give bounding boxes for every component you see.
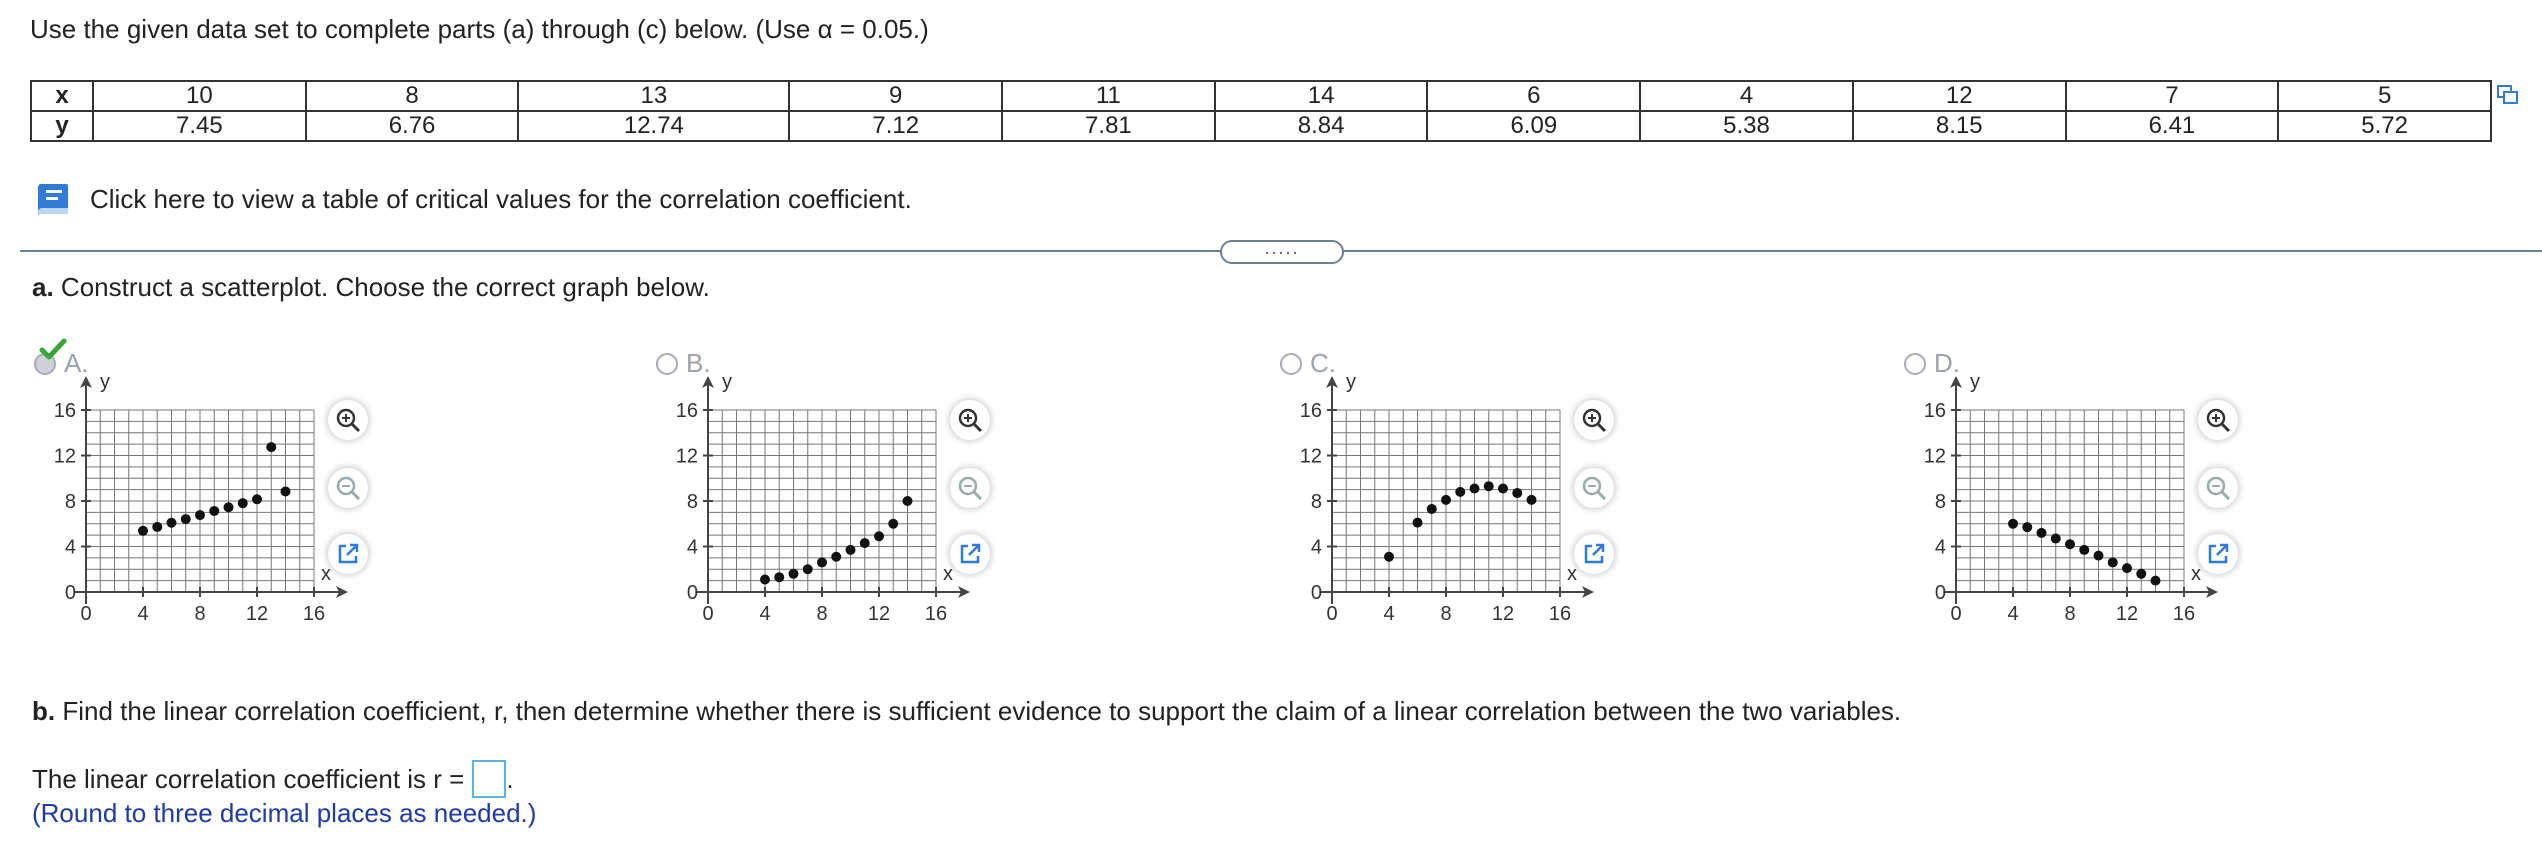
y-tick-label: 0 xyxy=(64,582,76,604)
critical-values-link-text: Click here to view a table of critical values for the correlation coefficient. xyxy=(90,183,912,214)
y-cell: 7.45 xyxy=(93,111,306,141)
y-tick-label: 12 xyxy=(675,445,698,468)
y-tick-label: 12 xyxy=(1299,445,1322,468)
x-tick-label: 8 xyxy=(194,603,206,625)
zoom-out-button[interactable] xyxy=(1574,468,1614,508)
y-tick-label: 8 xyxy=(64,491,76,513)
y-tick-label: 4 xyxy=(1310,536,1322,559)
x-tick-label: 4 xyxy=(1383,603,1395,625)
y-cell: 6.76 xyxy=(306,111,519,141)
data-point xyxy=(774,572,784,582)
y-tick-label: 12 xyxy=(1923,445,1946,468)
x-tick-label: 12 xyxy=(867,603,891,625)
popout-icon xyxy=(2206,542,2230,566)
data-point xyxy=(846,545,856,555)
data-point xyxy=(1498,483,1508,493)
x-tick-label: 4 xyxy=(137,603,149,625)
option-label: D. xyxy=(1934,348,1960,378)
x-axis-label: x xyxy=(2191,563,2201,585)
zoom-out-icon xyxy=(957,475,983,501)
x-cell: 7 xyxy=(2066,81,2279,111)
x-tick-label: 8 xyxy=(816,603,828,625)
data-point xyxy=(2051,534,2061,544)
y-row-header: y xyxy=(31,111,93,141)
part-b-text: Find the linear correlation coefficient, r, then determine whether there is sufficient evidence to support the claim of a linear correlation between the two variables. xyxy=(55,696,1902,726)
x-cell: 5 xyxy=(2278,81,2491,111)
option-label: C. xyxy=(1310,348,1336,378)
data-point xyxy=(1441,495,1451,505)
data-point xyxy=(209,506,219,516)
critical-values-link[interactable] xyxy=(32,180,912,218)
book-icon xyxy=(32,180,72,218)
zoom-out-icon xyxy=(335,475,361,501)
popout-icon xyxy=(958,542,982,566)
zoom-in-icon xyxy=(2205,407,2231,433)
option-label-row[interactable] xyxy=(1280,348,1336,379)
y-tick-label: 16 xyxy=(53,400,76,422)
data-point xyxy=(224,502,234,512)
x-cell: 9 xyxy=(789,81,1002,111)
x-cell: 8 xyxy=(306,81,519,111)
instructions: Use the given data set to complete parts (a) through (c) below. (Use α = 0.05.) xyxy=(30,14,929,44)
x-tick-label: 4 xyxy=(759,603,771,625)
r-answer-input[interactable] xyxy=(472,760,506,798)
y-tick-label: 0 xyxy=(1310,582,1322,604)
zoom-out-icon xyxy=(1581,475,1607,501)
divider-handle[interactable]: ..... xyxy=(1220,240,1344,264)
data-point xyxy=(138,526,148,536)
x-tick-label: 0 xyxy=(1950,603,1962,625)
x-tick-label: 12 xyxy=(2115,603,2139,625)
y-cell: 6.41 xyxy=(2066,111,2279,141)
y-cell: 8.84 xyxy=(1215,111,1428,141)
scatterplot xyxy=(30,371,360,700)
data-point xyxy=(1413,518,1423,528)
popout-icon xyxy=(1582,542,1606,566)
option-radio[interactable] xyxy=(656,353,678,375)
y-cell: 7.12 xyxy=(789,111,1002,141)
part-b-question xyxy=(32,696,1901,727)
data-point xyxy=(2122,563,2132,573)
zoom-in-button[interactable] xyxy=(950,400,990,440)
popout-button[interactable] xyxy=(950,534,990,574)
y-cell: 8.15 xyxy=(1853,111,2066,141)
data-point xyxy=(252,494,262,504)
y-tick-label: 0 xyxy=(686,582,698,604)
data-point xyxy=(2037,528,2047,538)
y-tick-label: 4 xyxy=(64,536,76,559)
x-tick-label: 0 xyxy=(702,603,714,625)
correct-check-icon xyxy=(40,338,66,365)
option-radio[interactable] xyxy=(1280,353,1302,375)
data-point xyxy=(1512,488,1522,498)
data-point xyxy=(281,486,291,496)
popout-button[interactable] xyxy=(328,534,368,574)
data-point xyxy=(2065,539,2075,549)
zoom-out-button[interactable] xyxy=(2198,468,2238,508)
data-point xyxy=(760,574,770,584)
zoom-in-button[interactable] xyxy=(2198,400,2238,440)
zoom-in-button[interactable] xyxy=(1574,400,1614,440)
data-point xyxy=(1427,504,1437,514)
x-row-header: x xyxy=(31,81,93,111)
y-cell: 5.72 xyxy=(2278,111,2491,141)
x-axis-label: x xyxy=(321,563,331,585)
data-point xyxy=(2094,551,2104,561)
zoom-in-button[interactable] xyxy=(328,400,368,440)
y-tick-label: 8 xyxy=(686,491,698,513)
answer-prefix: The linear correlation coefficient is r = xyxy=(32,763,465,794)
data-point xyxy=(266,442,276,452)
x-cell: 10 xyxy=(93,81,306,111)
x-tick-label: 16 xyxy=(924,603,948,625)
data-point xyxy=(1484,481,1494,491)
y-tick-label: 8 xyxy=(1310,491,1322,513)
x-axis-label: x xyxy=(943,563,953,585)
data-point xyxy=(195,510,205,520)
y-axis-label: y xyxy=(1970,371,1980,393)
zoom-out-button[interactable] xyxy=(950,468,990,508)
data-point xyxy=(2108,557,2118,567)
y-row xyxy=(31,111,2491,141)
part-b-letter: b. xyxy=(32,696,56,726)
rounding-hint: (Round to three decimal places as needed.) xyxy=(32,798,537,828)
data-point xyxy=(2151,576,2161,586)
x-tick-label: 4 xyxy=(2007,603,2019,625)
popout-button[interactable] xyxy=(2198,534,2238,574)
x-cell: 14 xyxy=(1215,81,1428,111)
y-tick-label: 4 xyxy=(686,536,698,559)
x-tick-label: 8 xyxy=(2064,603,2076,625)
x-tick-label: 16 xyxy=(1548,603,1572,625)
data-point xyxy=(903,496,913,506)
data-table xyxy=(30,80,2492,142)
y-cell: 7.81 xyxy=(1002,111,1215,141)
y-tick-label: 8 xyxy=(1934,491,1946,513)
y-cell: 5.38 xyxy=(1640,111,1853,141)
part-a-text: Construct a scatterplot. Choose the correct graph below. xyxy=(53,272,710,302)
data-point xyxy=(2022,522,2032,532)
popout-icon xyxy=(336,542,360,566)
data-point xyxy=(860,538,870,548)
x-cell: 13 xyxy=(518,81,789,111)
data-point xyxy=(874,531,884,541)
data-point xyxy=(181,514,191,524)
x-tick-label: 16 xyxy=(2172,603,2196,625)
copy-icon[interactable] xyxy=(2497,85,2519,105)
x-tick-label: 16 xyxy=(302,603,326,625)
option-label-row[interactable] xyxy=(1904,348,1960,379)
x-tick-label: 12 xyxy=(1491,603,1515,625)
data-point xyxy=(167,518,177,528)
scatterplot xyxy=(1900,371,2230,700)
x-tick-label: 8 xyxy=(1440,603,1452,625)
zoom-out-icon xyxy=(2205,475,2231,501)
x-cell: 6 xyxy=(1427,81,1640,111)
scatterplot xyxy=(652,371,982,700)
y-tick-label: 0 xyxy=(1934,582,1946,604)
option-label: B. xyxy=(686,348,711,378)
y-tick-label: 16 xyxy=(1299,400,1322,422)
x-tick-label: 0 xyxy=(80,603,92,625)
y-axis-label: y xyxy=(100,371,110,393)
data-point xyxy=(1384,552,1394,562)
option-label-row[interactable] xyxy=(656,348,711,379)
x-cell: 11 xyxy=(1002,81,1215,111)
y-tick-label: 12 xyxy=(53,445,76,468)
answer-suffix: . xyxy=(506,763,514,794)
data-point xyxy=(831,552,841,562)
y-cell: 6.09 xyxy=(1427,111,1640,141)
zoom-in-icon xyxy=(1581,407,1607,433)
zoom-out-button[interactable] xyxy=(328,468,368,508)
answer-line xyxy=(32,760,514,798)
popout-button[interactable] xyxy=(1574,534,1614,574)
part-a-letter: a. xyxy=(32,272,54,302)
zoom-in-icon xyxy=(335,407,361,433)
x-cell: 4 xyxy=(1640,81,1853,111)
scatterplot xyxy=(1276,371,1606,700)
data-point xyxy=(2136,569,2146,579)
y-tick-label: 16 xyxy=(675,400,698,422)
x-tick-label: 12 xyxy=(245,603,269,625)
x-tick-label: 0 xyxy=(1326,603,1338,625)
y-tick-label: 16 xyxy=(1923,400,1946,422)
x-cell: 12 xyxy=(1853,81,2066,111)
x-axis-label: x xyxy=(1567,563,1577,585)
data-point xyxy=(1455,487,1465,497)
y-tick-label: 4 xyxy=(1934,536,1946,559)
x-row xyxy=(31,81,2491,111)
y-axis-label: y xyxy=(722,371,732,393)
part-a-question xyxy=(32,272,710,303)
data-point xyxy=(888,519,898,529)
data-point xyxy=(2008,519,2018,529)
data-point xyxy=(817,557,827,567)
y-axis-label: y xyxy=(1346,371,1356,393)
option-radio[interactable] xyxy=(1904,353,1926,375)
zoom-in-icon xyxy=(957,407,983,433)
data-point xyxy=(152,522,162,532)
data-point xyxy=(1527,495,1537,505)
data-point xyxy=(2079,545,2089,555)
data-point xyxy=(1470,483,1480,493)
y-cell: 12.74 xyxy=(518,111,789,141)
data-point xyxy=(803,564,813,574)
option-label: A. xyxy=(64,348,89,378)
data-point xyxy=(238,498,248,508)
data-point xyxy=(789,569,799,579)
